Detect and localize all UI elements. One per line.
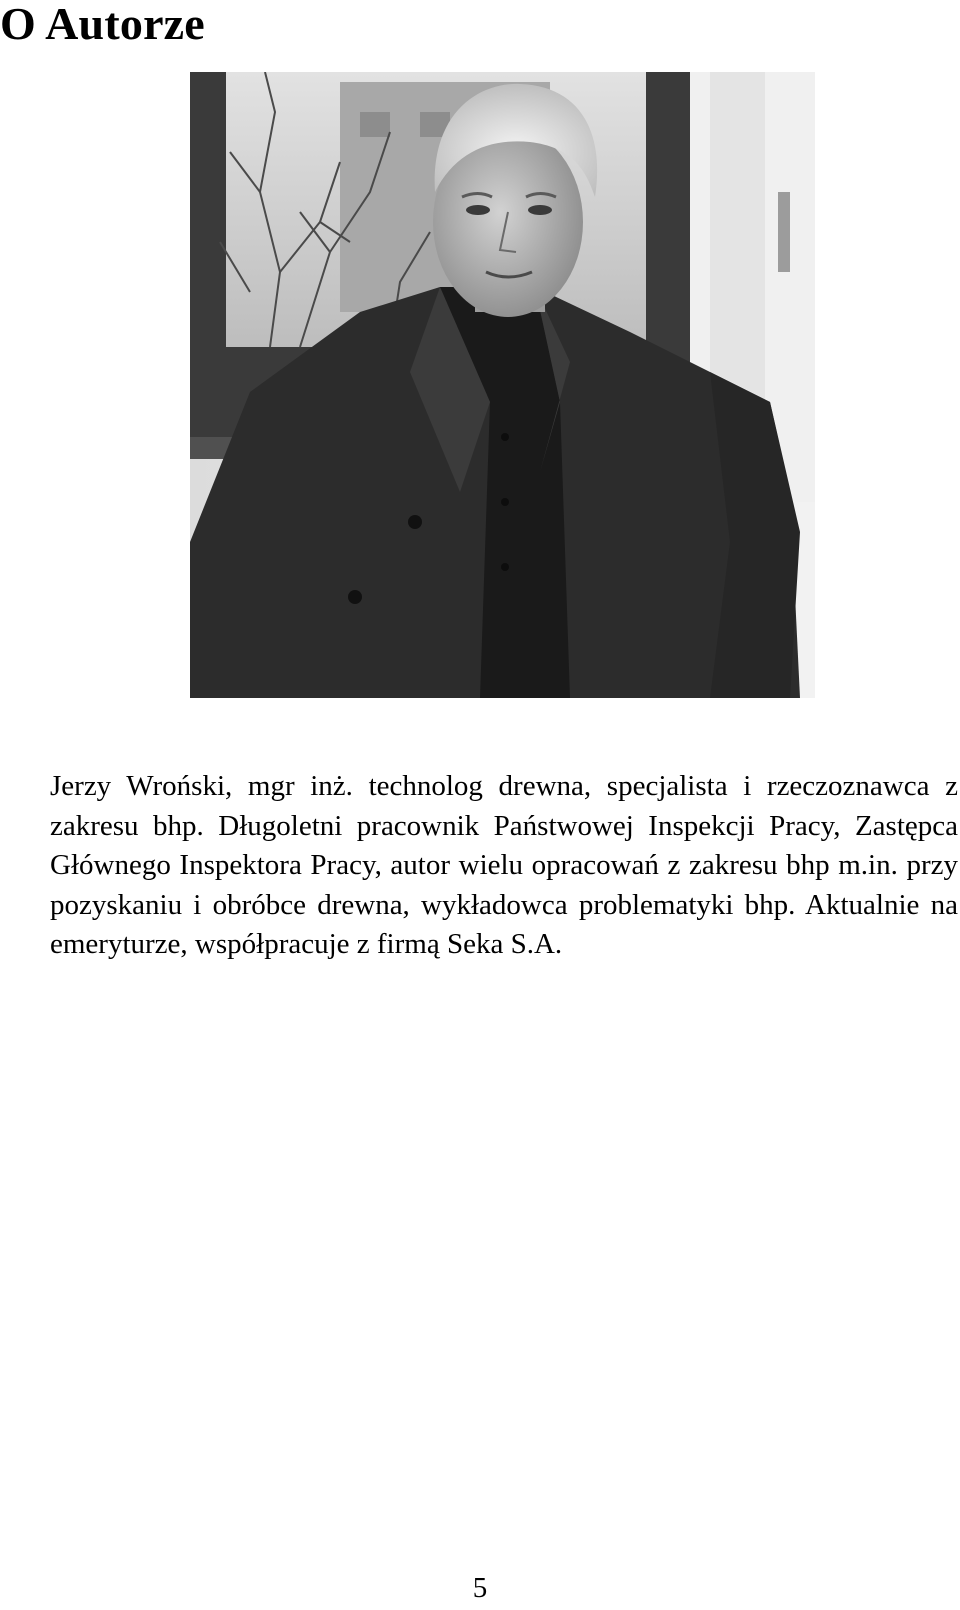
page-title: O Autorze xyxy=(0,0,205,49)
author-photo xyxy=(190,72,815,698)
page-number: 5 xyxy=(472,1572,488,1604)
author-bio: Jerzy Wroński, mgr inż. technolog drewna, specjalista i rzeczoznawca z zakresu bhp. Długoletni pracownik Państwowej Inspekcji Pracy, Zastępca Głównego Inspektora Pracy, autor wielu opracowań z zakresu bhp m.in. przy pozyskaniu i obróbce drewna, wykładowca problematyki bhp. Aktualnie na emeryturze, współpracuje z firmą Seka S.A. xyxy=(50,770,958,960)
